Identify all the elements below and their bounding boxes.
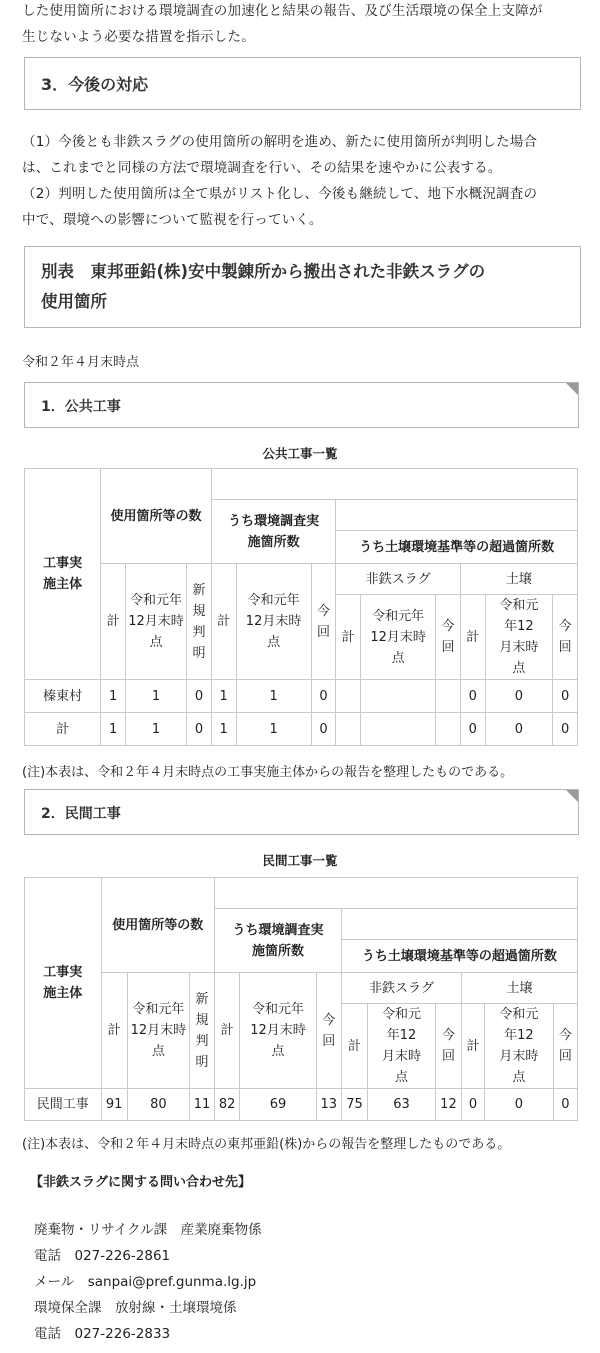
item-2-line-2: 中で、環境への影響について監視を行っていく。: [22, 212, 323, 228]
contact-heading: 【非鉄スラグに関する問い合わせ先】: [30, 1175, 252, 1190]
exceed-header: うち土壌環境基準等の超過箇所数: [336, 531, 578, 564]
new-col-header: 新規判明: [187, 564, 212, 680]
corner-triangle-icon: [566, 383, 578, 395]
public-works-table: [24, 468, 578, 746]
corner-triangle-icon: [566, 790, 578, 802]
r1-col-header: 令和元年12月末時点: [485, 1004, 554, 1089]
soil-header: 土壌: [462, 973, 578, 1004]
contact-line-1: 廃棄物・リサイクル課 産業廃棄物係: [34, 1222, 262, 1238]
total-col-header: 計: [336, 595, 361, 680]
usage-count-header: 使用箇所等の数: [101, 878, 215, 973]
soil-header: 土壌: [460, 564, 577, 595]
table-row: 榛東村 1 1 0 1 1 0 0 0 0: [25, 680, 578, 713]
table-row: 計 1 1 0 1 1 0 0 0 0: [25, 713, 578, 746]
as-of-date: 令和２年４月末時点: [22, 355, 140, 370]
annex-title-box: [24, 246, 581, 328]
contact-block: [34, 1217, 262, 1347]
r1-col-header: 令和元年12月末時点: [127, 973, 189, 1089]
annex-title-line-1: 別表 東邦亜鉛(株)安中製錬所から搬出された非鉄スラグの: [41, 262, 486, 281]
total-col-header: 計: [341, 1004, 367, 1089]
public-works-heading-box: [24, 382, 579, 428]
section-3-heading: 3．今後の対応: [41, 75, 149, 94]
new-col-header: 新規判明: [190, 973, 215, 1089]
this-time-col-header: 今回: [553, 595, 578, 680]
private-works-heading: 2．民間工事: [41, 806, 121, 822]
this-time-col-header: 今回: [436, 595, 461, 680]
private-works-table: [24, 877, 578, 1121]
total-col-header: 計: [215, 973, 240, 1089]
item-2-line-1: （2）判明した使用箇所は全て県がリスト化し、今後も継続して、地下水概況調査の: [22, 186, 538, 202]
r1-col-header: 令和元年12月末時点: [125, 564, 186, 680]
total-col-header: 計: [101, 564, 126, 680]
r1-col-header: 令和元年12月末時点: [236, 564, 311, 680]
this-time-col-header: 今回: [435, 1004, 461, 1089]
this-time-col-header: 今回: [553, 1004, 577, 1089]
total-col-header: 計: [462, 1004, 485, 1089]
slag-header: 非鉄スラグ: [336, 564, 461, 595]
entity-header: 工事実施主体: [25, 469, 101, 680]
public-works-heading: 1．公共工事: [41, 399, 121, 415]
private-works-note: (注)本表は、令和２年４月末時点の東邦亜鉛(株)からの報告を整理したものである。: [22, 1137, 511, 1152]
entity-header: 工事実施主体: [25, 878, 102, 1089]
intro-line-1: した使用箇所における環境調査の加速化と結果の報告、及び生活環境の保全上支障が: [22, 3, 543, 19]
public-works-caption: 公共工事一覧: [262, 446, 338, 461]
intro-line-2: 生じないよう必要な措置を指示した。: [22, 29, 255, 45]
env-survey-header: うち環境調査実施箇所数: [211, 500, 336, 564]
table-row: 民間工事 91 80 11 82 69 13 75 63 12 0 0 0: [25, 1089, 578, 1121]
total-col-header: 計: [211, 564, 236, 680]
section-3-heading-box: [24, 57, 581, 110]
r1-col-header: 令和元年12月末時点: [485, 595, 553, 680]
usage-count-header: 使用箇所等の数: [101, 469, 212, 564]
contact-line-3: メール sanpai@pref.gunma.lg.jp: [34, 1274, 257, 1290]
public-works-note: (注)本表は、令和２年４月末時点の工事実施主体からの報告を整理したものである。: [22, 765, 514, 780]
env-survey-header: うち環境調査実施箇所数: [215, 909, 342, 973]
contact-line-5: 電話 027-226-2833: [34, 1326, 171, 1342]
r1-col-header: 令和元年12月末時点: [368, 1004, 436, 1089]
total-col-header: 計: [101, 973, 127, 1089]
slag-header: 非鉄スラグ: [341, 973, 461, 1004]
this-time-col-header: 今回: [316, 973, 341, 1089]
this-time-col-header: 今回: [311, 564, 336, 680]
private-works-caption: 民間工事一覧: [262, 853, 338, 868]
item-1-line-1: （1）今後とも非鉄スラグの使用箇所の解明を進め、新たに使用箇所が判明した場合: [22, 134, 538, 150]
section-3-body: [22, 129, 582, 233]
total-col-header: 計: [460, 595, 485, 680]
annex-title-line-2: 使用箇所: [41, 292, 107, 311]
contact-line-2: 電話 027-226-2861: [34, 1248, 171, 1264]
exceed-header: うち土壌環境基準等の超過箇所数: [341, 940, 577, 973]
r1-col-header: 令和元年12月末時点: [240, 973, 317, 1089]
private-works-heading-box: [24, 789, 579, 835]
item-1-line-2: は、これまでと同様の方法で環境調査を行い、その結果を速やかに公表する。: [22, 160, 502, 176]
intro-paragraph: [22, 0, 582, 50]
r1-col-header: 令和元年12月末時点: [361, 595, 436, 680]
contact-line-4: 環境保全課 放射線・土壌環境係: [34, 1300, 237, 1316]
